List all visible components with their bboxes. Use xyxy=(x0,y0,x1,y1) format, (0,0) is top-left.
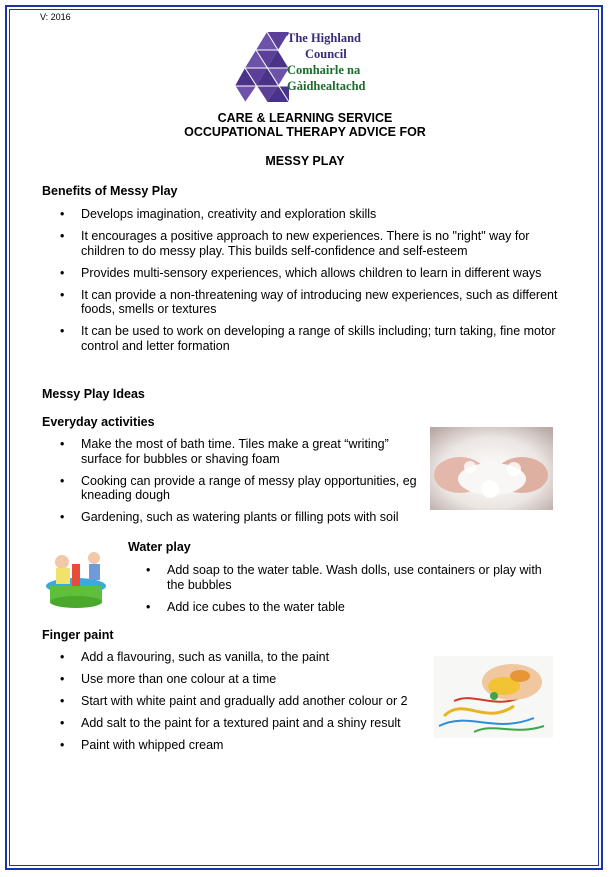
version-label: V: 2016 xyxy=(40,12,71,22)
heading-messy-play: MESSY PLAY xyxy=(265,154,345,168)
list-item: • Add a flavouring, such as vanilla, to the paint xyxy=(42,650,442,665)
logo-text xyxy=(287,30,366,94)
benefits-list xyxy=(42,207,562,361)
finger-list xyxy=(42,650,442,760)
list-item: • Provides multi-sensory experiences, which allows children to learn in different ways xyxy=(42,266,562,281)
water-table-photo xyxy=(42,540,112,612)
highland-council-logo xyxy=(235,30,375,102)
list-item: • Start with white paint and gradually add another colour or 2 xyxy=(42,694,442,709)
logo-triangles-icon xyxy=(235,30,291,102)
foam-hands-photo xyxy=(430,427,553,510)
list-item: • Make the most of bath time. Tiles make a great “writing” surface for bubbles or shaving foam xyxy=(42,437,427,466)
list-item: • Paint with whipped cream xyxy=(42,738,442,753)
list-item: • Gardening, such as watering plants or filling pots with soil xyxy=(42,510,427,525)
finger-paint-photo xyxy=(434,656,553,738)
logo-line2: Council xyxy=(305,47,347,61)
heading-ot-advice: OCCUPATIONAL THERAPY ADVICE FOR xyxy=(184,125,426,139)
water-title: Water play xyxy=(128,540,191,554)
heading-service: CARE & LEARNING SERVICE xyxy=(217,111,393,125)
list-item: • It encourages a positive approach to new experiences. There is no "right" way for children to do messy play. This builds self-confidence and self-esteem xyxy=(42,229,562,258)
water-list xyxy=(128,563,553,622)
list-item: • It can provide a non-threatening way of introducing new experiences, such as different foods, smells or textures xyxy=(42,288,562,317)
ideas-title: Messy Play Ideas xyxy=(42,387,145,401)
everyday-title: Everyday activities xyxy=(42,415,155,429)
list-item: • Add salt to the paint for a textured paint and a shiny result xyxy=(42,716,442,731)
everyday-list xyxy=(42,437,427,532)
list-item: • It can be used to work on developing a range of skills including; turn taking, fine motor control and letter formation xyxy=(42,324,562,353)
logo-line4: Gàidhealtachd xyxy=(287,79,366,93)
benefits-title: Benefits of Messy Play xyxy=(42,184,178,198)
list-item: • Add ice cubes to the water table xyxy=(128,600,553,615)
list-item: • Cooking can provide a range of messy play opportunities, eg kneading dough xyxy=(42,474,427,503)
logo-line3: Comhairle na xyxy=(287,63,361,77)
finger-title: Finger paint xyxy=(42,628,114,642)
list-item: • Add soap to the water table. Wash dolls, use containers or play with the bubbles xyxy=(128,563,553,592)
list-item: • Use more than one colour at a time xyxy=(42,672,442,687)
logo-line1: The Highland xyxy=(287,31,361,45)
list-item: • Develops imagination, creativity and exploration skills xyxy=(42,207,562,222)
